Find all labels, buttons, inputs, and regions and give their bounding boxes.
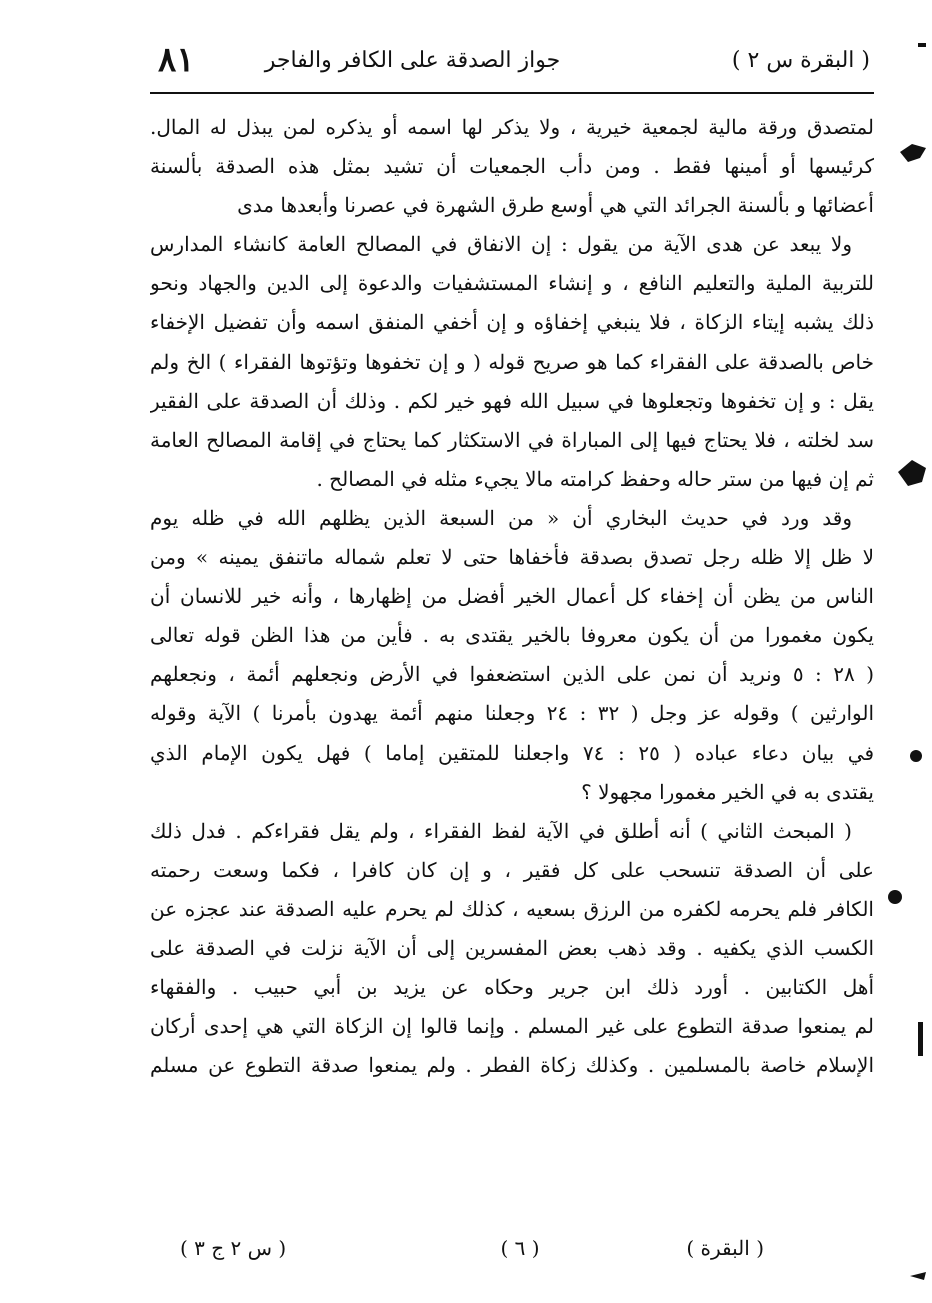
text-line: ( ٢٨ : ٥ ونريد أن نمن على الذين استضعفوا في الأرض ونجعلهم أئمة ، ونجعلهم — [150, 662, 874, 687]
text-line: ( المبحث الثاني ) أنه أطلق في الآية لفظ الفقراء ، ولم يقل فقراءكم . فدل ذلك — [150, 818, 852, 843]
text-line: للتربية الملية والتعليم النافع ، و إنشاء المستشفيات والدعوة إلى الدين والجهاد ونحو — [150, 271, 874, 296]
margin-mark — [914, 1020, 928, 1058]
text-line: الكسب الذي يكفيه . وقد ذهب بعض المفسرين إلى أن الآية نزلت في الصدقة على — [150, 935, 874, 960]
running-title: ( البقرة س ٢ ) — [731, 48, 870, 73]
footer-reference: ( س ٢ ج ٣ ) — [180, 1236, 287, 1260]
text-line: ذلك يشبه إيتاء الزكاة ، فلا ينبغي إخفاؤه و إن أخفي المنفق اسمه وأن تفضيل الإخفاء — [150, 310, 874, 335]
text-line: يكون مغمورا من أن يكون معروفا بالخير يقتدى به . فأين من هذا الظن قوله تعالى — [150, 623, 874, 648]
footer-sura-label: ( البقرة ) — [686, 1236, 764, 1260]
text-line: يقتدى به في الخير مغمورا مجهولا ؟ — [581, 779, 874, 804]
text-line: الإسلام خاصة بالمسلمين . وكذلك زكاة الفطر . ولم يمنعوا صدقة التطوع عن مسلم — [150, 1053, 874, 1078]
text-line: الناس من يظن أن إخفاء كل أعمال الخير أفضل من إظهارها ، وأنه خير للانسان أن — [150, 584, 874, 609]
margin-mark — [898, 140, 928, 166]
text-line: أعضائها و بألسنة الجرائد التي هي أوسع طرق الشهرة في عصرنا وأبعدها مدى — [237, 193, 874, 218]
margin-mark — [896, 458, 928, 488]
header-rule — [150, 92, 874, 94]
text-line: يقل : و إن تخفوها وتجعلوها في سبيل الله فهو خير لكم . وذلك أن الصدقة على الفقير — [150, 388, 874, 413]
text-line: لمتصدق ورقة مالية لجمعية خيرية ، ولا يذكر لها اسمه أو يذكره لمن يبذل له المال. — [150, 115, 874, 139]
footer-signature: ( ٦ ) — [500, 1236, 540, 1260]
page-footer — [150, 1236, 874, 1270]
text-line: الوارثين ) وقوله عز وجل ( ٣٢ : ٢٤ وجعلنا منهم أئمة يهدون بأمرنا ) الآية وقوله — [150, 701, 874, 726]
text-line: وقد ورد في حديث البخاري أن « من السبعة الذين يظلهم الله في ظله يوم — [150, 505, 852, 530]
page-number: ٨١ — [158, 40, 195, 80]
text-line: على أن الصدقة تنسحب على كل فقير ، و إن كان كافرا ، فكما وسعت رحمته — [150, 857, 874, 882]
text-line: ولا يبعد عن هدى الآية من يقول : إن الانفاق في المصالح العامة كانشاء المدارس — [150, 232, 852, 257]
margin-mark — [884, 886, 906, 908]
text-line: خاص بالصدقة على الفقراء كما هو صريح قوله ( و إن تخفوها وتؤتوها الفقراء ) الخ ولم — [150, 349, 874, 374]
page-header — [150, 42, 870, 88]
chapter-title: جواز الصدقة على الكافر والفاجر — [264, 48, 561, 73]
text-line: لم يمنعوا صدقة التطوع على غير المسلم . وإنما قالوا إن الزكاة التي هي إحدى أركان — [150, 1014, 874, 1039]
text-line: لا ظل إلا ظله رجل تصدق بصدقة فأخفاها حتى لا تعلم شماله ماتنفق يمينه » ومن — [150, 545, 874, 570]
text-line: كرئيسها أو أمينها فقط . ومن دأب الجمعيات أن تشيد بمثل هذه الصدقة بألسنة — [150, 154, 874, 179]
text-line: سد لخلته ، فلا يحتاج فيها إلى المباراة في الاستكثار كما يحتاج في إقامة المصالح العامة — [150, 427, 874, 452]
text-line: في بيان دعاء عباده ( ٢٥ : ٧٤ واجعلنا للمتقين إماما ) فهل يكون الإمام الذي — [150, 740, 874, 765]
text-line: الكافر فلم يحرمه لكفره من الرزق بسعيه ، كذلك لم يحرم عليه الصدقة عند عجزه عن — [150, 896, 874, 921]
margin-mark — [906, 746, 926, 766]
margin-mark — [908, 1268, 928, 1282]
body-text — [150, 108, 874, 1085]
text-line: ثم إن فيها من ستر حاله وحفظ كرامته مالا يجيء مثله في المصالح . — [316, 466, 874, 491]
margin-mark — [916, 40, 928, 50]
text-line: أهل الكتابين . أورد ذلك ابن جرير وحكاه عن يزيد بن أبي حبيب . والفقهاء — [150, 975, 874, 1000]
